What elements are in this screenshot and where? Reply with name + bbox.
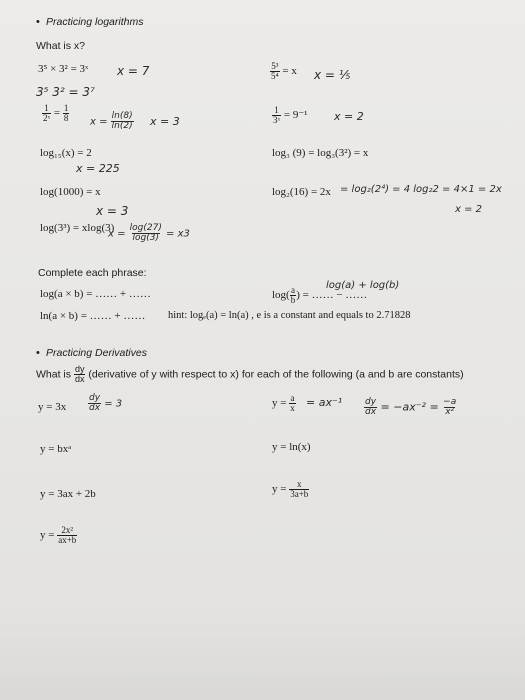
phrase-prefix: log( xyxy=(272,289,290,302)
section-heading-derivatives: Practicing Derivatives xyxy=(46,347,147,359)
answer-4: x = 2 xyxy=(334,110,364,123)
fraction-denominator: x xyxy=(290,403,295,413)
fraction-numerator: 5³ xyxy=(271,61,279,71)
fraction-numerator: 1 xyxy=(63,103,69,113)
problem-8: log₂(16) = 2x xyxy=(272,186,331,198)
answer-8: x = 2 xyxy=(455,204,483,215)
equation-prefix: y = xyxy=(40,529,55,542)
fraction-numerator: 2x² xyxy=(61,525,74,535)
equals-sign: = xyxy=(53,107,61,120)
equation-prefix: y = xyxy=(272,397,287,410)
phrase-2 xyxy=(272,286,367,305)
fraction-denominator: 3ˣ xyxy=(273,115,281,125)
derivative-problem-6 xyxy=(272,480,309,499)
problem-3 xyxy=(42,104,69,123)
equation-rhs: = 9⁻¹ xyxy=(283,109,308,122)
derivative-answer-2 xyxy=(364,398,457,417)
work-1: 3⁵ 3² = 3⁷ xyxy=(36,85,95,99)
page-shadow xyxy=(0,610,525,700)
work-prefix: x = xyxy=(108,228,129,240)
bullet: • xyxy=(36,347,40,359)
derivative-problem-7 xyxy=(40,526,77,545)
question-text: What is x? xyxy=(36,40,86,52)
phrase-1: log(a × b) = …… + …… xyxy=(40,288,151,300)
fraction-numerator: 1 xyxy=(274,105,279,115)
problem-7: log(1000) = x xyxy=(40,186,101,198)
work-9 xyxy=(108,224,190,243)
fraction-denominator: x² xyxy=(445,407,455,417)
answer-3: x = 3 xyxy=(150,115,180,128)
fraction-denominator: dx xyxy=(89,403,101,413)
derivative-answer-1 xyxy=(88,394,122,413)
problem-4 xyxy=(272,106,307,125)
hint-text: hint: logₑ(a) = ln(a) , e is a constant and equals to 2.71828 xyxy=(168,310,411,321)
derivative-problem-1: y = 3x xyxy=(38,401,67,413)
complete-heading: Complete each phrase: xyxy=(38,267,147,279)
work-3 xyxy=(90,112,134,131)
derivative-problem-5: y = 3ax + 2b xyxy=(40,488,96,500)
fraction-numerator: a xyxy=(290,393,295,403)
question-prefix: What is xyxy=(36,368,72,381)
fraction-numerator: log(27) xyxy=(129,223,162,233)
fraction-numerator: dy xyxy=(89,393,101,403)
derivative-rewrite-2: = ax⁻¹ xyxy=(306,396,343,409)
fraction-numerator: 1 xyxy=(44,103,49,113)
fraction-denominator: ln(2) xyxy=(111,121,133,131)
problem-6: log₃ (9) = log₃(3²) = x xyxy=(272,147,369,159)
fraction-numerator: dy xyxy=(365,397,377,407)
derivative-problem-3: y = bxᵃ xyxy=(40,443,72,455)
fraction-denominator: log(3) xyxy=(132,233,159,243)
work-8: = log₂(2⁴) = 4 log₂2 = 4×1 = 2x xyxy=(340,184,502,195)
derivative-problem-2 xyxy=(272,394,296,413)
equation-rhs: = x xyxy=(282,65,297,78)
work-answer: = x3 xyxy=(166,228,190,240)
phrase-3: ln(a × b) = …… + …… xyxy=(40,310,146,322)
fraction-numerator: x xyxy=(297,479,302,489)
fraction-numerator: −a xyxy=(443,397,457,407)
fraction-numerator: ln(8) xyxy=(111,111,133,121)
derivatives-question xyxy=(36,365,464,384)
answer-middle: = −ax⁻² = xyxy=(380,400,439,414)
fraction-denominator: 2ˣ xyxy=(43,113,51,123)
answer-2: x = ⅕ xyxy=(314,68,351,82)
problem-5: log₁₅(x) = 2 xyxy=(40,147,92,159)
phrase-2-answer: log(a) + log(b) xyxy=(326,280,400,291)
equation-prefix: y = xyxy=(272,483,287,496)
fraction-numerator: dy xyxy=(74,364,85,374)
fraction-denominator: 3a+b xyxy=(290,489,309,499)
phrase-suffix: ) = …… − …… xyxy=(296,289,368,302)
fraction-denominator: ax+b xyxy=(58,535,77,545)
fraction-denominator: 5⁴ xyxy=(271,71,279,81)
problem-2 xyxy=(270,62,297,81)
fraction-numerator: a xyxy=(290,285,295,295)
fraction-denominator: b xyxy=(290,295,296,305)
question-suffix: (derivative of y with respect to x) for each of the following (a and b are constants) xyxy=(88,368,464,381)
work-prefix: x = xyxy=(90,116,111,128)
section-heading-logarithms: Practicing logarithms xyxy=(46,16,144,28)
derivative-problem-4: y = ln(x) xyxy=(272,441,311,453)
fraction-denominator: 8 xyxy=(63,113,69,123)
fraction-denominator: dx xyxy=(365,407,377,417)
answer-7: x = 3 xyxy=(96,204,129,218)
bullet: • xyxy=(36,16,40,28)
answer-1: x = 7 xyxy=(117,64,150,78)
answer-value: = 3 xyxy=(104,398,123,410)
problem-9: log(3³) = xlog(3) xyxy=(40,222,115,234)
problem-1: 3⁵ × 3² = 3ˣ xyxy=(38,63,89,75)
answer-5: x = 225 xyxy=(76,162,120,175)
fraction-denominator: dx xyxy=(74,374,85,384)
